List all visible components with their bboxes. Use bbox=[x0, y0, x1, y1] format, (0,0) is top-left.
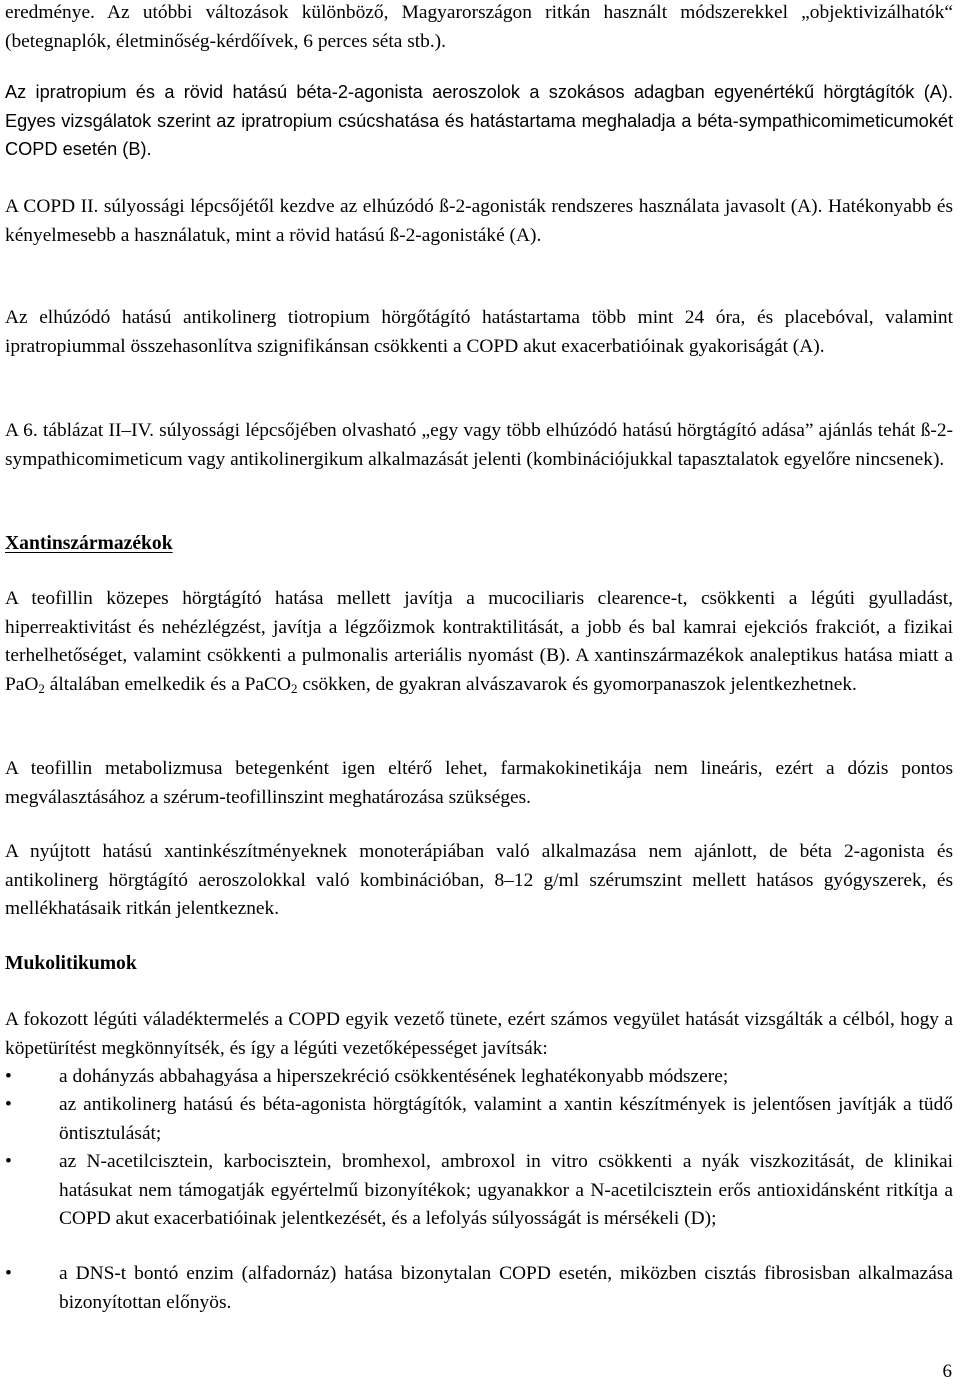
bullet-text: a DNS-t bontó enzim (alfadornáz) hatása bizonytalan COPD esetén, miközben cisztás fibrosisban alkalmazása bizonyítottan előnyös. bbox=[59, 1263, 953, 1313]
page-number: 6 bbox=[942, 1361, 952, 1382]
bullet-icon: • bbox=[5, 1066, 12, 1087]
paragraph-copd-ii: A COPD II. súlyossági lépcsőjétől kezdve az elhúzódó ß-2-agonisták rendszeres használata javasolt (A). Hatékonyabb és kényelmesebb a használatuk, mint a rövid hatású ß-2-agonistáké (A). bbox=[5, 196, 953, 246]
paragraph-mucus: A fokozott légúti váladéktermelés a COPD egyik vezető tünete, ezért számos vegyület hatását vizsgálták a célból, hogy a köpetürítést megkönnyítsék, és így a légúti vezetőképességet javítsák: bbox=[5, 1009, 953, 1059]
bullet-list-item bbox=[5, 1148, 953, 1234]
teofillin-text-a: A teofillin közepes hörgtágító hatása mellett javítja a mucociliaris clearence-t, csökkenti a légúti gyulladást, hiperreaktivitást és nehézlégzést, javítja a légzőizmok kontraktilitását, a jobb és bal kamrai ejekciós frakciót, a fizikai terhelhetőséget, valamint csökkenti a pulmonalis arteriális nyomást (B). A xantinszármazékok analeptikus hatása miatt a PaO bbox=[5, 588, 953, 695]
pao2-subscript: 2 bbox=[38, 680, 45, 696]
heading-mukolitikumok: Mukolitikumok bbox=[5, 953, 137, 974]
bullet-list-item bbox=[5, 1063, 953, 1092]
paragraph-table6: A 6. táblázat II–IV. súlyossági lépcsőjében olvasható „egy vagy több elhúzódó hatású hörgtágító adása” ajánlás tehát ß-2-sympathicomimeticum vagy antikolinergikum alkalmazását jelenti (kombinációjukkal tapasztalatok egyelőre nincsenek). bbox=[5, 420, 953, 470]
paragraph-ipratropium: Az ipratropium és a rövid hatású béta-2-agonista aeroszolok a szokásos adagban egyenértékű hörgtágítók (A). Egyes vizsgálatok szerint az ipratropium csúcshatása és hatástartama meghaladja a béta-sympathicomimeticumokét COPD esetén (B). bbox=[5, 82, 953, 160]
bullet-text: a dohányzás abbahagyása a hiperszekréció csökkentésének leghatékonyabb módszere; bbox=[59, 1066, 729, 1087]
bullet-icon: • bbox=[5, 1263, 12, 1284]
paragraph-teofillin-metabolism: A teofillin metabolizmusa betegenként igen eltérő lehet, farmakokinetikája nem lineáris, ezért a dózis pontos megválasztásához a szérum-teofillinszint meghatározása szükséges. bbox=[5, 758, 953, 808]
bullet-text: az N-acetilcisztein, karbocisztein, bromhexol, ambroxol in vitro csökkenti a nyák viszkozitását, de klinikai hatásukat nem támogatják egyértelmű bizonyítékok; ugyanakkor a N-acetilcisztein erős antioxidánsként ritkítja a COPD akut exacerbatióinak jelentkezését, és a lefolyás súlyosságát is mérsékeli (D); bbox=[59, 1151, 953, 1230]
paragraph-evaluation: eredménye. Az utóbbi változások különböző, Magyarországon ritkán használt módszerekkel „objektivizálhatók“ (betegnaplók, életminőség-kérdőívek, 6 perces séta stb.). bbox=[5, 2, 953, 52]
bullet-list-item bbox=[5, 1260, 953, 1317]
paragraph-tiotropium: Az elhúzódó hatású antikolinerg tiotropium hörgőtágító hatástartama több mint 24 óra, és placebóval, valamint ipratropiummal összehasonlítva szignifikánsan csökkenti a COPD akut exacerbatióinak gyakoriságát (A). bbox=[5, 307, 953, 357]
paragraph-teofillin-effects bbox=[5, 585, 953, 699]
bullet-icon: • bbox=[5, 1151, 12, 1172]
heading-xantinszarmazekok: Xantinszármazékok bbox=[5, 533, 173, 554]
teofillin-text-c: csökken, de gyakran alvászavarok és gyomorpanaszok jelentkezhetnek. bbox=[297, 673, 857, 695]
teofillin-text-b: általában emelkedik és a PaCO bbox=[44, 673, 291, 695]
bullet-list-item bbox=[5, 1091, 953, 1148]
paco2-subscript: 2 bbox=[290, 680, 298, 696]
bullet-icon: • bbox=[5, 1094, 12, 1115]
bullet-text: az antikolinerg hatású és béta-agonista hörgtágítók, valamint a xantin készítmények is jelentősen javítják a tüdő öntisztulását; bbox=[59, 1094, 953, 1144]
paragraph-xantin-preparations: A nyújtott hatású xantinkészítményeknek monoterápiában való alkalmazása nem ajánlott, de béta 2-agonista és antikolinerg hörgtágító aeroszolokkal való kombinációban, 8–12 g/ml szérumszint mellett hatásos gyógyszerek, és mellékhatásaik ritkán jelentkeznek. bbox=[5, 841, 953, 920]
